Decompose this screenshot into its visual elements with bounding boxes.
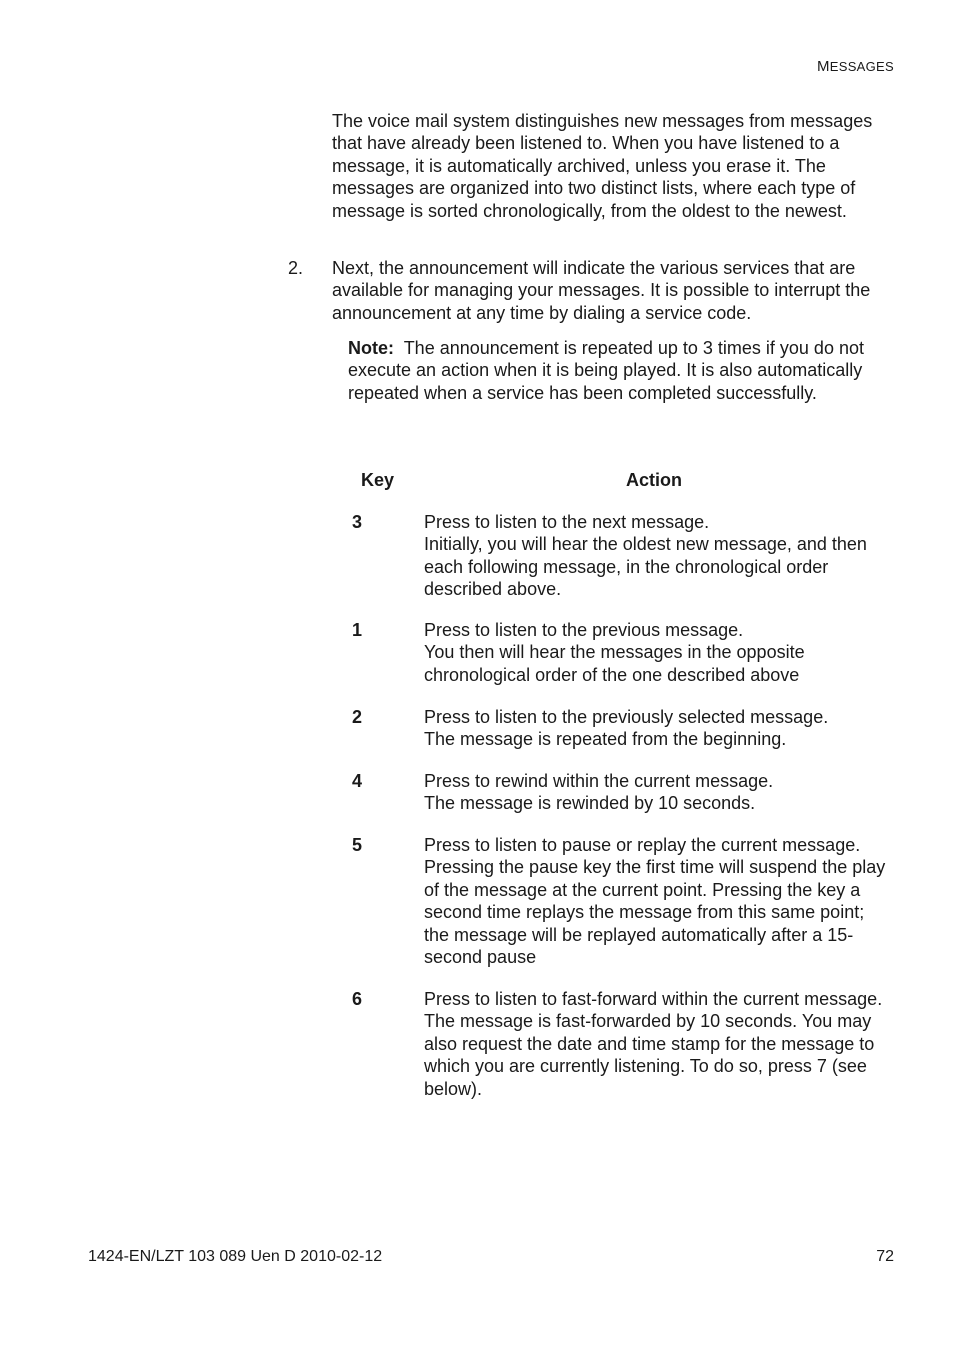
row-action-line1: Press to rewind within the current message. [424, 771, 774, 791]
header-initial: M [816, 58, 830, 75]
row-action-line2: You then will hear the messages in the opposite chronological order of the one described above [424, 642, 805, 685]
row-action-line2: The message is fast-forwarded by 10 seconds. You may also request the date and time stamp for the message to which you are currently listening. To do so, press 7 (see below). [424, 1011, 875, 1099]
row-action-line1: Press to listen to the previously selected message. [424, 707, 829, 727]
step-text: Next, the announcement will indicate the various services that are available for managing your messages. It is possible to interrupt the announcement at any time by dialing a service code. [332, 258, 871, 323]
row-key: 2 [352, 707, 363, 727]
footer-doc-id: 1424-EN/LZT 103 089 Uen D 2010-02-12 [88, 1248, 383, 1265]
table-header-action: Action [626, 470, 682, 490]
step-number: 2. [288, 258, 304, 278]
row-key: 6 [352, 989, 363, 1009]
row-action-line2: Initially, you will hear the oldest new message, and then each following message, in the chronological order described above. [424, 534, 867, 600]
intro-paragraph [332, 110, 897, 222]
row-action-line1: Press to listen to the previous message. [424, 620, 744, 640]
running-header [817, 56, 894, 78]
row-action-line1: Press to listen to the next message. [424, 512, 710, 532]
note-text: The announcement is repeated up to 3 times if you do not execute an action when it is being played. It is also automatically repeated when a service has been completed successfully. [348, 338, 864, 403]
note-label: Note: [348, 338, 394, 358]
row-action-line1: Press to listen to fast-forward within the current message. [424, 989, 883, 1009]
row-action [424, 511, 894, 601]
row-action [424, 619, 894, 686]
footer-page-number: 72 [876, 1248, 894, 1265]
row-action [424, 770, 894, 815]
row-key: 3 [352, 512, 363, 532]
intro-text: The voice mail system distinguishes new messages from messages that have already been listened to. When you have listened to a message, it is automatically archived, unless you erase it. The messages are organized into two distinct lists, where each type of message is sorted chronologically, from the oldest to the newest. [332, 111, 873, 221]
header-rest: ESSAGES [829, 59, 894, 74]
table-header-key: Key [361, 470, 395, 490]
row-action [424, 706, 894, 751]
row-key: 1 [352, 620, 363, 640]
row-key: 4 [352, 771, 363, 791]
row-action-line1: Press to listen to pause or replay the current message. [424, 835, 861, 855]
row-action-line2: Pressing the pause key the first time will suspend the play of the message at the current point. Pressing the key a second time replays the message from this same point; the message will be replayed automatically after a 15-second pause [424, 857, 886, 968]
row-key: 5 [352, 835, 363, 855]
note-block [348, 337, 896, 404]
row-action [424, 834, 894, 968]
row-action [424, 988, 894, 1100]
row-action-line2: The message is repeated from the beginning. [424, 729, 787, 750]
row-action-line2: The message is rewinded by 10 seconds. [424, 793, 756, 814]
